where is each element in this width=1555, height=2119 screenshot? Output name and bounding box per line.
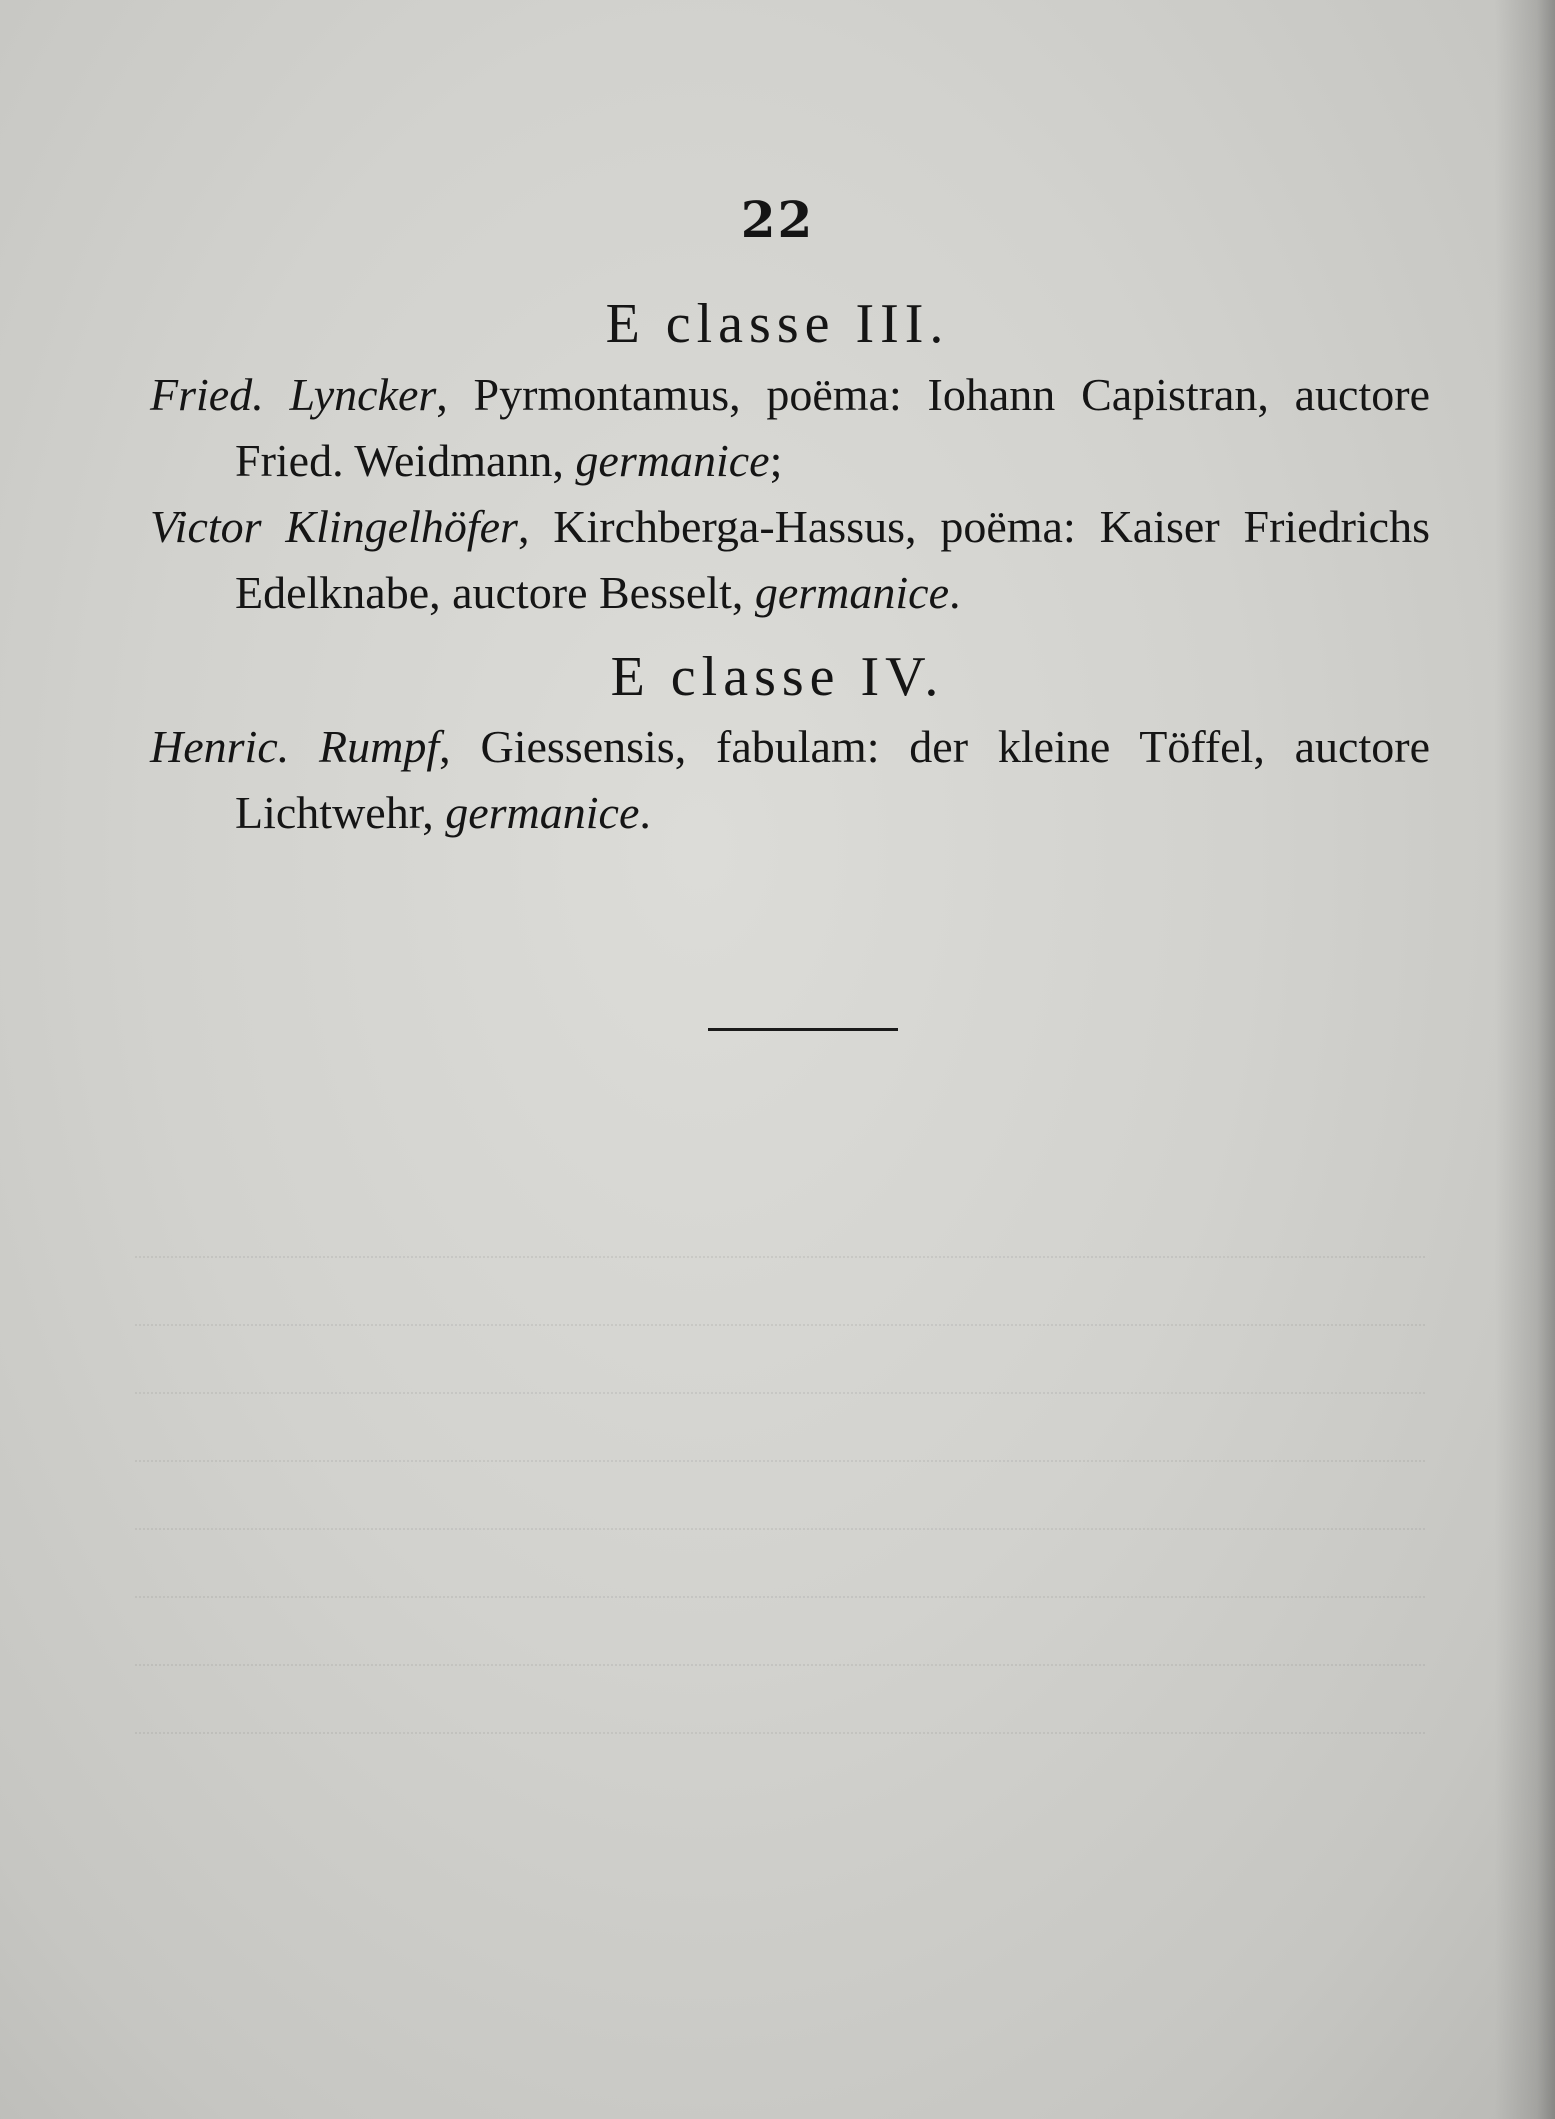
entry-end: . (949, 567, 961, 618)
entry-text: , Kirchberga-Hassus, poëma: Kaiser Friedrichs Edelknabe, auctore Besselt, (235, 501, 1430, 618)
student-name: Fried. Lyncker (150, 369, 437, 420)
section-entries-classe-iv (150, 714, 1430, 846)
student-name: Victor Klingelhöfer (150, 501, 518, 552)
language-note: germanice (754, 567, 950, 618)
section-entries-classe-iii (150, 362, 1430, 626)
show-through-text (135, 1190, 1425, 1750)
section-divider (708, 1028, 898, 1031)
page-number: 22 (740, 190, 815, 249)
section-heading-classe-iv: E classe IV. (610, 646, 945, 708)
language-note: germanice (575, 435, 770, 486)
entry-text: , Giessensis, fabulam: der kleine Töffel, auctore Lichtwehr, (235, 721, 1430, 838)
entry-end: . (639, 787, 651, 838)
entry-end: ; (769, 435, 783, 486)
entry (150, 362, 1430, 494)
language-note: germanice (445, 787, 640, 838)
section-heading-classe-iii: E classe III. (605, 293, 950, 355)
entry (150, 714, 1430, 846)
entry (150, 494, 1430, 626)
student-name: Henric. Rumpf (150, 721, 440, 772)
entry-text: , Pyrmontamus, poëma: Iohann Capistran, auctore Fried. Weidmann, (235, 369, 1430, 486)
